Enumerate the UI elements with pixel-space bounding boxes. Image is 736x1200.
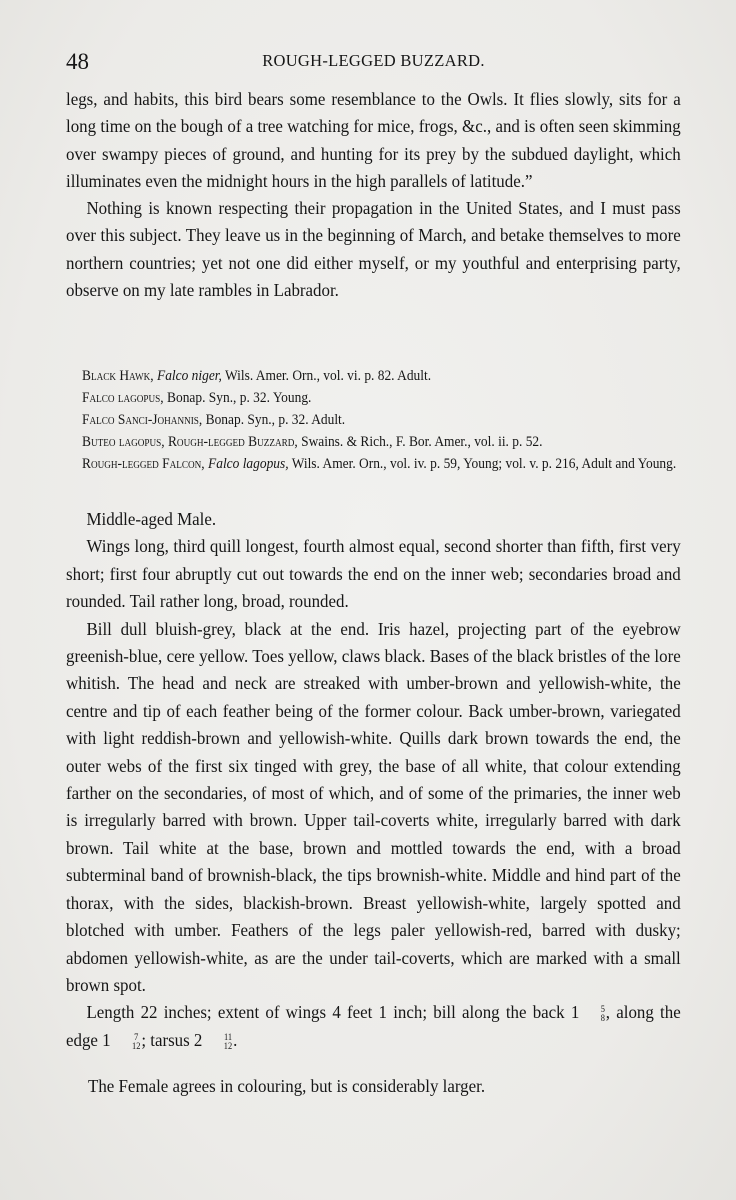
intro-paragraph-continued: legs, and habits, this bird bears some resemblance to the Owls. It flies slowly, sits for a long time on the bough of a tree watching for mice, frogs, &c., and is often seen skimming over swampy pieces of ground, and hunting for its prey by the subdued daylight, which illuminates even the midnight hours in the high parallels of latitude.” xyxy=(66,89,681,191)
description-wings: Wings long, third quill longest, fourth almost equal, second shorter than fifth, first very short; first four abruptly cut out towards the end on the inner web; secondaries broad and rounded. Tail rather long, broad, rounded. xyxy=(66,536,681,612)
female-note: The Female agrees in colouring, but is considerably larger. xyxy=(88,1076,486,1096)
synonymy-entry: Rough-legged Falcon, Falco lagopus, Wils. Amer. Orn., vol. iv. p. 59, Young; vol. v. p. 216, Adult and Young. xyxy=(82,456,677,472)
page-header xyxy=(66,49,681,79)
description-measurements: Length 22 inches; extent of wings 4 feet 1 inch; bill along the back 1 5 8 , along the edge 1 7 12 ; tarsus 2 11 12 . xyxy=(66,1002,681,1051)
intro-paragraph-propagation: Nothing is known respecting their propagation in the United States, and I must pass over this subject. They leave us in the beginning of March, and betake themselves to more northern countries; yet not one did either myself, or my youthful and enterprising party, observe on my late rambles in Labrador. xyxy=(66,198,681,301)
page-number: 48 xyxy=(66,49,89,74)
description-heading: Middle-aged Male. xyxy=(86,509,217,529)
fraction: 11 12 xyxy=(223,1031,233,1051)
synonymy-entry: Black Hawk, Falco niger, Wils. Amer. Orn., vol. vi. p. 82. Adult. xyxy=(82,368,432,384)
description-colours: Bill dull bluish-grey, black at the end. Iris hazel, projecting part of the eyebrow greenish-blue, cere yellow. Toes yellow, claws black. Bases of the black bristles of the lore whitish. The head and neck are streaked with umber-brown and yellowish-white, the centre and tip of each feather being of the former colour. Back umber-brown, variegated with light reddish-brown and yellowish-white. Quills dark brown towards the end, the outer webs of the first six tinged with grey, the base of all white, that colour extending farther on the secondaries, of most of which, and of some of the primaries, the inner web is irregularly barred with brown. Upper tail-coverts white, irregularly barred with dark brown. Tail white at the base, brown and mottled towards the end, with a broad subterminal band of brownish-black, the tips brownish-white. Middle and hind part of the thorax, with the sides, blackish-brown. Breast yellowish-white, largely spotted and blotched with umber. Feathers of the legs paler yellowish-red, barred with dusky; abdomen yellowish-white, as are the under tail-coverts, which are marked with a small brown spot. xyxy=(66,618,681,995)
running-head: ROUGH-LEGGED BUZZARD. xyxy=(262,51,485,70)
synonymy-entry: Buteo lagopus, Rough-legged Buzzard, Swains. & Rich., F. Bor. Amer., vol. ii. p. 52. xyxy=(82,434,543,450)
synonymy-list xyxy=(82,365,685,475)
synonymy-entry: Falco lagopus, Bonap. Syn., p. 32. Young. xyxy=(82,390,312,406)
intro-text xyxy=(66,86,681,304)
description xyxy=(66,506,681,1054)
fraction: 7 12 xyxy=(132,1031,141,1051)
fraction: 5 8 xyxy=(600,1004,605,1024)
synonymy-entry: Falco Sanci-Johannis, Bonap. Syn., p. 32. Adult. xyxy=(82,412,346,428)
